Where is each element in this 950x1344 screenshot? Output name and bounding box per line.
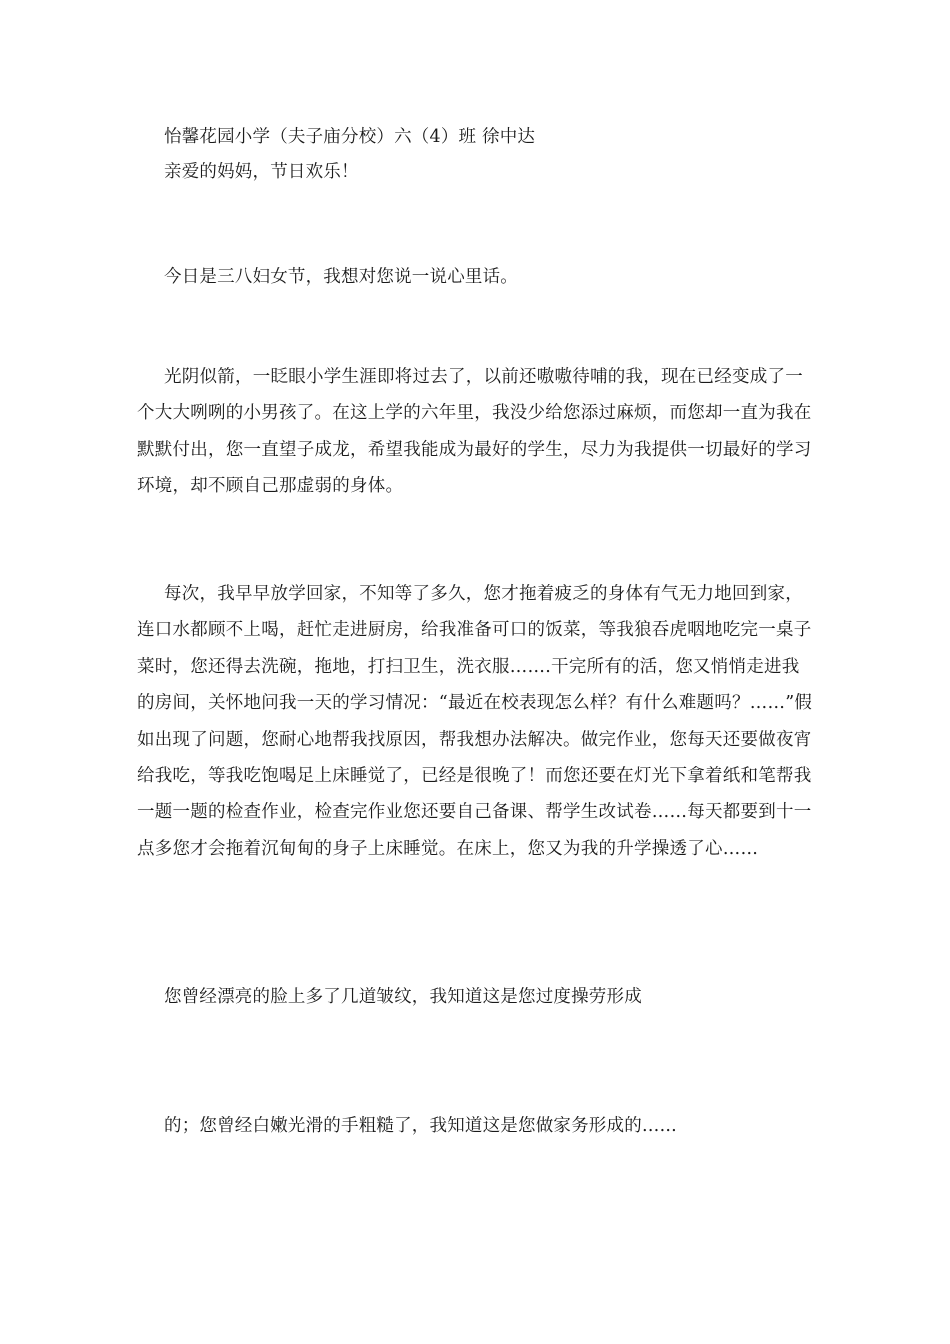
paragraph-3: 每次，我早早放学回家，不知等了多久，您才拖着疲乏的身体有气无力地回到家，连口水都顾不上喝，赶忙走进厨房，给我准备可口的饭菜，等我狼吞虎咽地吃完一桌子菜时，您还得去洗碗，拖地，打扫卫生，洗衣服…….干完所有的活，您又悄悄走进我的房间，关怀地问我一天的学习情况：“最近在校表现怎么样？有什么难题吗？……”假如出现了问题，您耐心地帮我找原因，帮我想办法解决。做完作业，您每天还要做夜宵给我吃，等我吃饱喝足上床睡觉了，已经是很晚了！而您还要在灯光下拿着纸和笔帮我一题一题的检查作业，检查完作业您还要自己备课、帮学生改试卷……每天都要到十一点多您才会拖着沉甸甸的身子上床睡觉。在床上，您又为我的升学操透了心…… [137, 584, 813, 859]
byline: 怡馨花园小学（夫子庙分校）六（4）班 徐中达 [164, 127, 536, 147]
paragraph-4: 您曾经漂亮的脸上多了几道皱纹，我知道这是您过度操劳形成 [164, 987, 642, 1007]
paragraph-2: 光阴似箭，一眨眼小学生涯即将过去了，以前还嗷嗷待哺的我，现在已经变成了一个大大咧咧的小男孩了。在这上学的六年里，我没少给您添过麻烦，而您却一直为我在默默付出，您一直望子成龙，希望我能成为最好的学生，尽力为我提供一切最好的学习环境，却不顾自己那虚弱的身体。 [137, 367, 812, 497]
paragraph-1: 今日是三八妇女节，我想对您说一说心里话。 [164, 267, 518, 287]
paragraph-5: 的；您曾经白嫩光滑的手粗糙了，我知道这是您做家务形成的…... [164, 1116, 677, 1136]
greeting: 亲爱的妈妈，节日欢乐！ [164, 162, 359, 182]
